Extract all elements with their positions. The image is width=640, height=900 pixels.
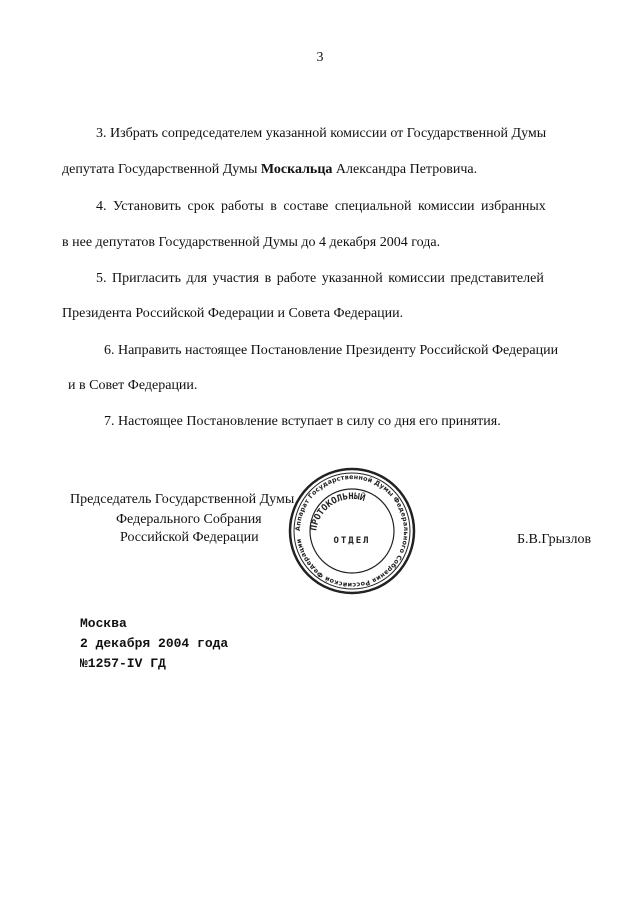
stamp-ring-text: Аппарат Государственной Думы Федерального Собрания Российской Федерации (293, 472, 411, 590)
item-3-line-2 (62, 161, 477, 179)
signatory-title-line-3: Российской Федерации (120, 530, 259, 545)
svg-text:ПРОТОКОЛЬНЫЙ (309, 491, 367, 532)
item-5-line-1: 5. Пригласить для участия в работе указанной комиссии представителей (96, 271, 544, 286)
svg-text:Аппарат Государственной Думы Ф (294, 473, 410, 589)
stamp-inner-arc-text: ПРОТОКОЛЬНЫЙ (309, 491, 367, 532)
item-7-line-1: 7. Настоящее Постановление вступает в силу со дня его принятия. (104, 414, 501, 429)
item-3-text: депутата Государственной Думы (62, 162, 261, 177)
place-of-signing: Москва (80, 616, 127, 631)
official-stamp (286, 465, 418, 597)
date-of-signing: 2 декабря 2004 года (80, 636, 229, 651)
item-3-line-1: 3. Избрать сопредседателем указанной комиссии от Государственной Думы (96, 126, 547, 141)
stamp-inner-word: ОТДЕЛ (333, 536, 371, 546)
deputy-given-names: Александра Петровича. (332, 162, 478, 177)
signatory-title-line-1: Председатель Государственной Думы (70, 492, 295, 507)
item-6-line-2: и в Совет Федерации. (68, 378, 198, 393)
page-number: 3 (316, 50, 324, 65)
item-5-line-2: Президента Российской Федерации и Совета Федерации. (62, 306, 404, 321)
signatory-name: Б.В.Грызлов (517, 532, 592, 547)
item-6-line-1: 6. Направить настоящее Постановление Президенту Российской Федерации (104, 343, 559, 358)
document-number: №1257-IV ГД (80, 656, 166, 671)
item-4-line-1: 4. Установить срок работы в составе специальной комиссии избранных (96, 199, 546, 214)
signatory-title-line-2: Федерального Собрания (116, 512, 262, 527)
item-4-line-2: в нее депутатов Государственной Думы до 4 декабря 2004 года. (62, 235, 441, 250)
deputy-surname: Москальца (260, 162, 333, 177)
